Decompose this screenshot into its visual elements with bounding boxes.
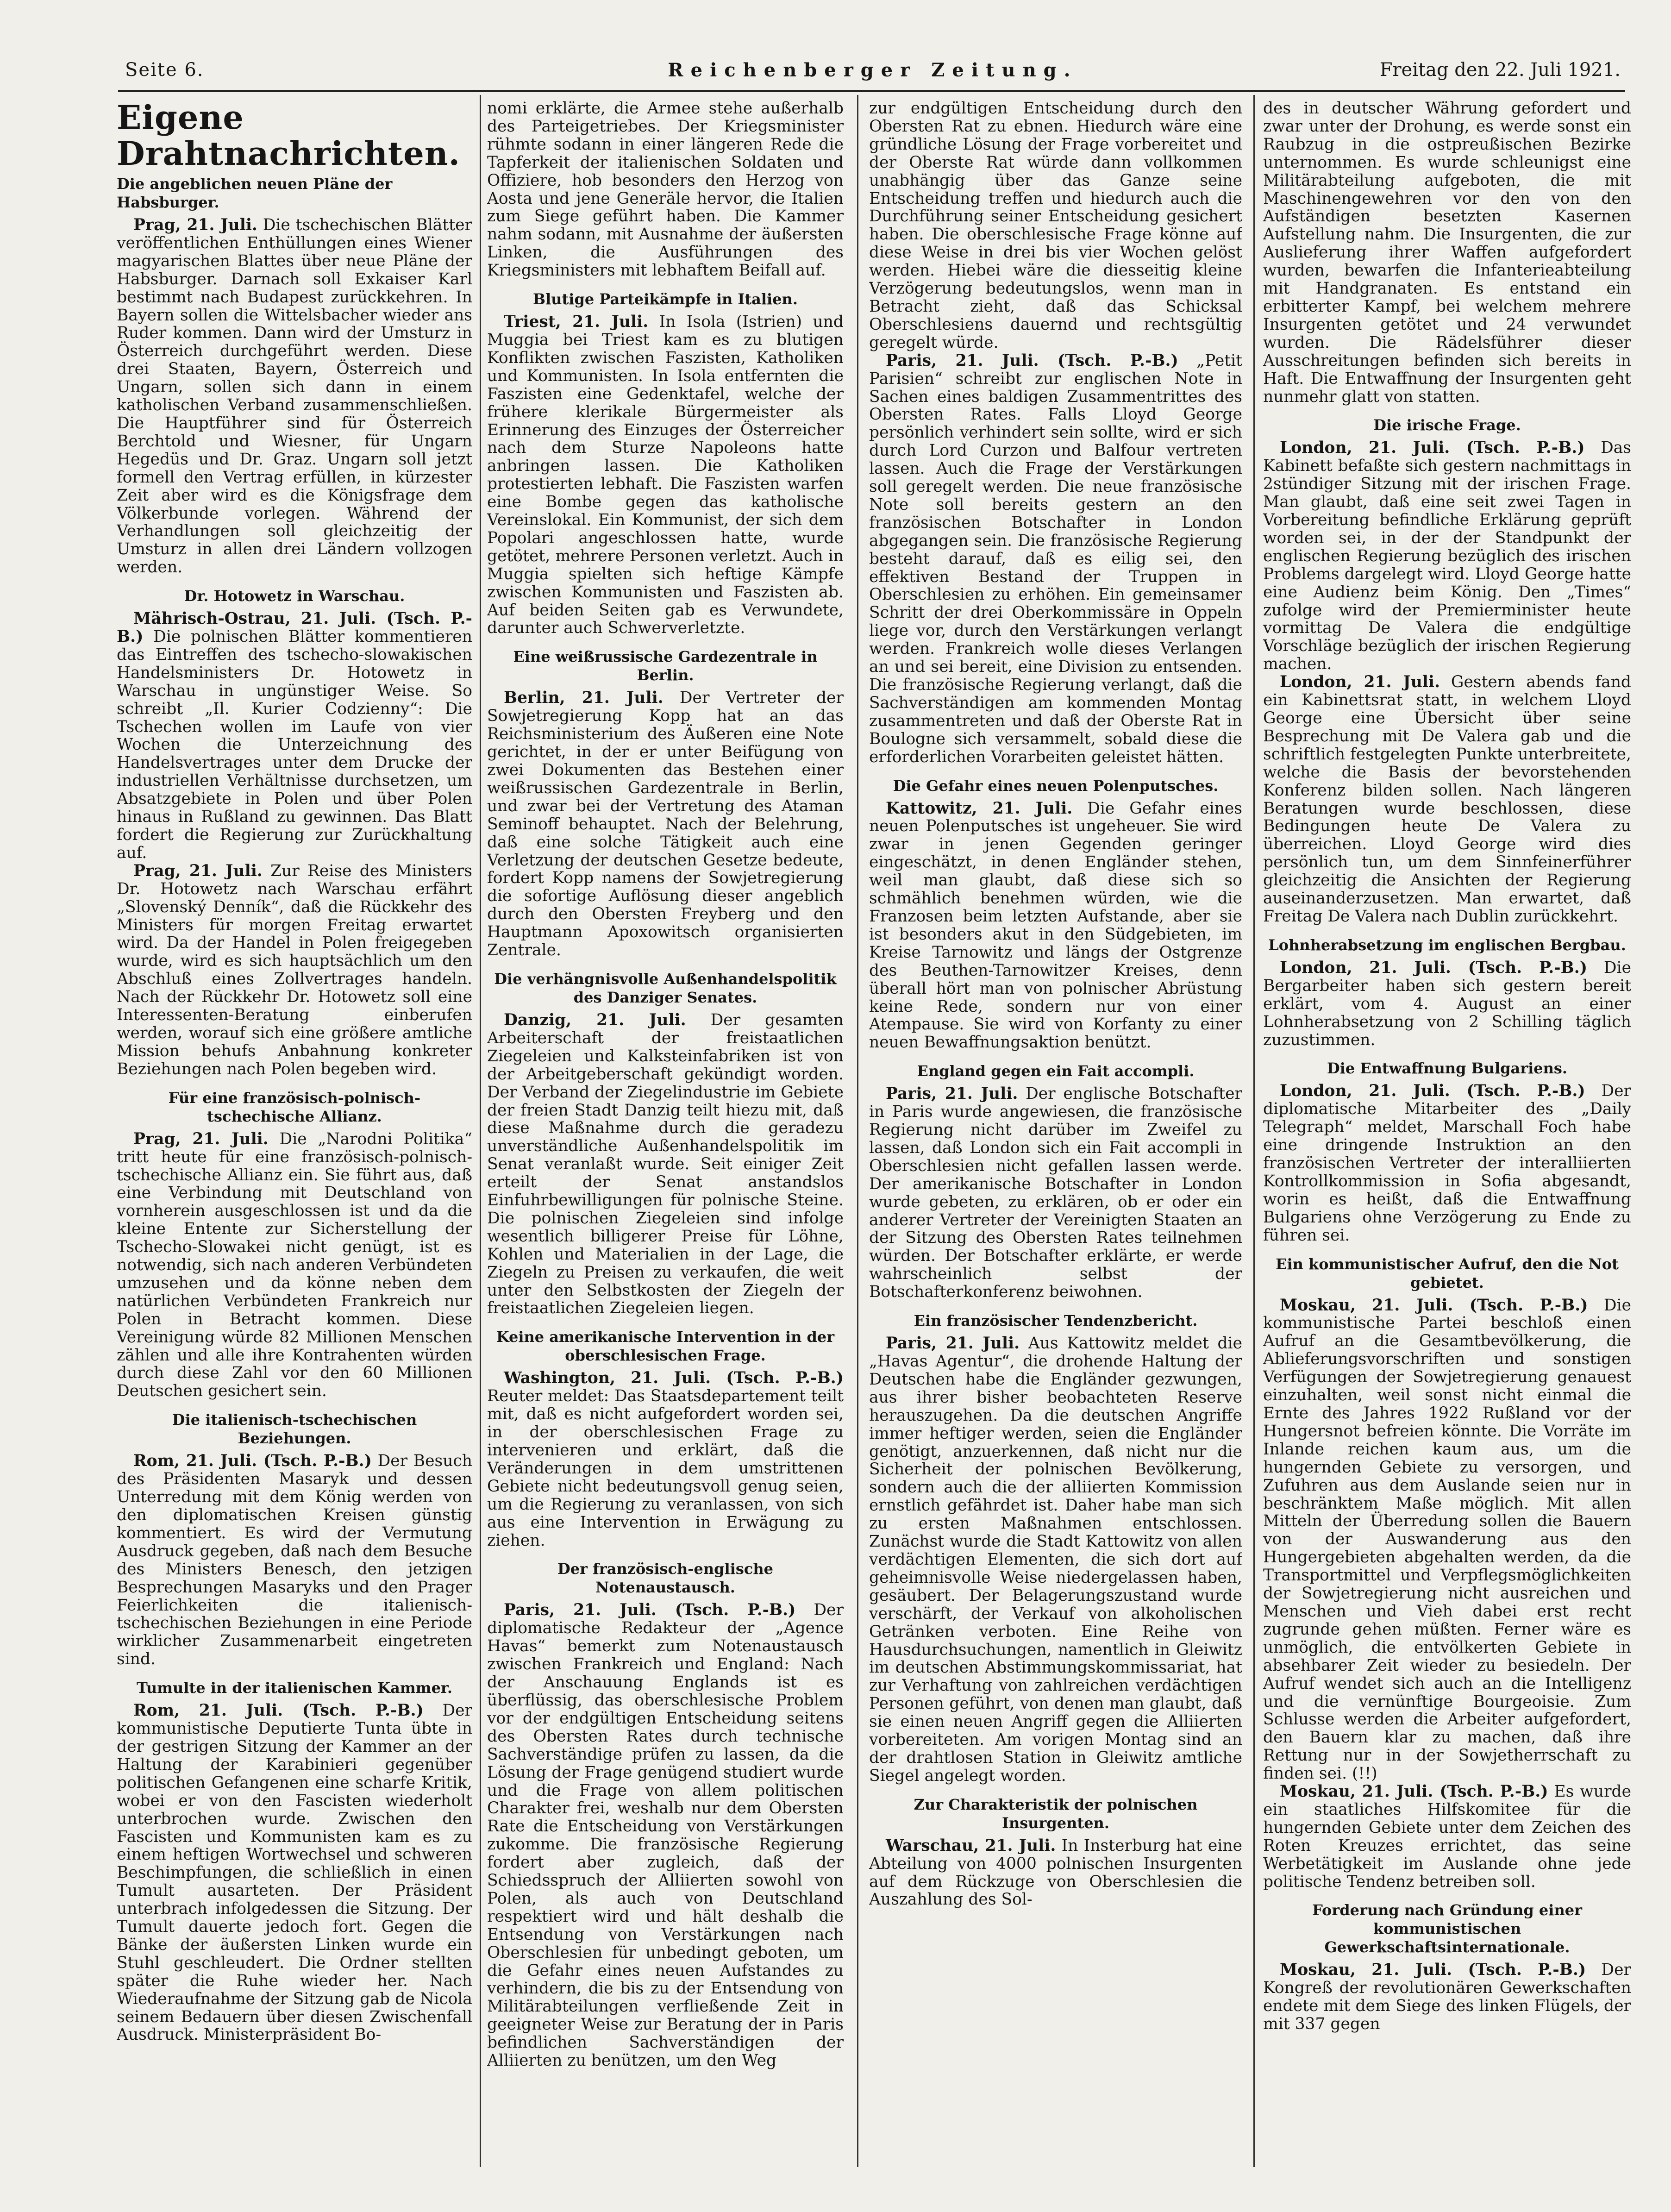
article-paragraph <box>487 1011 844 1317</box>
article-paragraph <box>1263 100 1631 406</box>
article-paragraph <box>117 1702 472 2044</box>
article-paragraph <box>1263 673 1631 926</box>
column-4 <box>1263 100 1631 2174</box>
dateline: Berlin, 21. Juli. <box>504 689 663 708</box>
dateline: Rom, 21. Juli. (Tsch. P.-B.) <box>133 1701 424 1720</box>
dateline: Prag, 21. Juli. <box>133 1129 269 1148</box>
article-paragraph <box>487 313 844 637</box>
article-text: Die Gefahr eines neuen Polenputsches ist ungeheuer. Sie wird zwar in jenen Gegenden geringer eingeschätzt, in denen Engländer stehen, weil man glaubt, daß diese sich so schmählich benehmen würden, wie die Franzosen beim letzten Aufstande, aber sie ist besonders akut in den Südgebieten, im Kreise Tarnowitz und längs der Ostgrenze des Beuthen-Tarnowitzer Kreises, denn überall hört man von polnischer Abrüstung keine Rede, sondern nur von einer Atempause. Sie wird von Korfanty zu einer neuen Bewaffnungsaktion benützt. <box>869 799 1242 1052</box>
article-text: Die Bergarbeiter haben sich gestern bereit erklärt, vom 4. August an einer Lohnherabsetzung von 2 Schilling täglich zuzustimmen. <box>1263 958 1631 1049</box>
article-headline: Dr. Hotowetz in Warschau. <box>184 587 405 605</box>
article-headline: Die Entwaffnung Bulgariens. <box>1327 1059 1568 1078</box>
article-paragraph <box>117 610 472 862</box>
article-text: In Isola (Istrien) und Muggia bei Triest kam es zu blutigen Konflikten zwischen Faszisten, Katholiken und Kommunisten. In Isola entfernten die Faszisten eine Gedenktafel, welche der frühere klerikale Bürgermeister als Erinnerung des Einzuges der Österreicher nach dem Sturze Napoleons hatte anbringen lassen. Die Katholiken protestierten lebhaft. Die Faszisten warfen eine Bombe gegen das katholische Vereinslokal. Ein Kommunist, der sich dem Popolari angeschlossen hatte, wurde getötet, mehrere Personen verletzt. Auch in Muggia spielten sich heftige Kämpfe zwischen Kommunisten und Faszisten ab. Auf beiden Seiten gab es Verwundete, darunter auch Schwerverletzte. <box>487 313 844 638</box>
article-paragraph <box>487 100 844 280</box>
article-paragraph <box>1263 1961 1631 2033</box>
article-paragraph <box>1263 1297 1631 1783</box>
article-paragraph <box>487 689 844 959</box>
article-text: Zur Reise des Ministers Dr. Hotowetz nach Warschau erfährt „Slovenský Denník“, daß die Rückkehr des Ministers für morgen Freitag erwartet wird. Da der Handel in Polen freigegeben wurde, wird es sich hauptsächlich um den Abschluß eines Zollvertrages handeln. Nach der Rückkehr Dr. Hotowetz soll eine Interessenten-Beratung einberufen werden, worauf sich eine größere amtliche Mission behufs Anbahnung konkreter Beziehungen nach Polen begeben wird. <box>117 861 472 1078</box>
article-text: Der gesamten Arbeiterschaft der freistaatlichen Ziegeleien und Kalksteinfabriken ist von der Arbeitgeberschaft gekündigt worden. Der Verband der Ziegelindustrie im Gebiete der freien Stadt Danzig teilt hiezu mit, daß diese Maßnahme durch die geradezu unverständliche Außenhandelspolitik im Senat veranlaßt wurde. Seit einiger Zeit erteilt der Senat anstandslos Einfuhrbewilligungen für polnische Steine. Die polnischen Ziegeleien sind infolge wesentlich billigerer Preise für Löhne, Kohlen und Materialien in der Lage, die Ziegeln zu Preisen zu verkaufen, die weit unter den Selbstkosten der Ziegeln der freistaatlichen Ziegeleien liegen. <box>487 1010 844 1318</box>
header-rule <box>118 90 1625 92</box>
dateline: Moskau, 21. Juli. (Tsch. P.-B.) <box>1280 1961 1586 1980</box>
column-2 <box>487 100 844 2174</box>
article-headline: England gegen ein Fait accompli. <box>917 1062 1195 1080</box>
article-text: des in deutscher Währung gefordert und zwar unter der Drohung, es werde sonst ein Raubzug in die ostpreußischen Bezirke unternommen. Es wurde schleunigst eine Militärabteilung aufgeboten, die mit Maschinengewehren vor den von den Aufständigen besetzten Kasernen Aufstellung nahm. Die Insurgenten, die zur Auslieferung ihrer Waffen aufgefordert wurden, bewarfen die Infanterieabteilung mit Handgranaten. Es entstand ein erbitterter Kampf, bei welchem mehrere Insurgenten getötet und 24 verwundet wurden. Die Rädelsführer dieser Ausschreitungen befinden sich bereits in Haft. Die Entwaffnung der Insurgenten geht nunmehr glatt von statten. <box>1263 100 1631 406</box>
article-text: Aus Kattowitz meldet die „Havas Agentur“, die drohende Haltung der Deutschen habe die Engländer gezwungen, aus ihrer bisher beobachteten Reserve herauszugehen. Da die deutschen Angriffe immer heftiger werden, seien die Engländer genötigt, anzuerkennen, daß nicht nur die Sicherheit der polnischen Bevölkerung, sondern auch die der alliierten Kommission ernstlich gefährdet ist. Daher habe man sich zu ersten Maßnahmen entschlossen. Zunächst wurde die Stadt Kattowitz von allen verdächtigen Elementen, die sich dort auf geheimnisvolle Weise niedergelassen haben, gesäubert. Der Belagerungszustand wurde verschärft, der Verkauf von alkoholischen Getränken verboten. Eine Reihe von Hausdurchsuchungen, namentlich in Gleiwitz im deutschen Abstimmungskommissariat, hat zur Verhaftung von zahlreichen verdächtigen Personen geführt, von denen man glaubt, daß sie einen neuen Angriff gegen die Alliierten vorbereiteten. Am vorigen Montag sind an der drahtlosen Station in Gleiwitz amtliche Siegel angelegt worden. <box>869 1334 1242 1785</box>
article-headline: Forderung nach Gründung einer kommunistischen Gewerkschaftsinternationale. <box>1312 1901 1582 1956</box>
dateline: Kattowitz, 21. Juli. <box>886 799 1073 818</box>
dateline: London, 21. Juli. (Tsch. P.-B.) <box>1280 958 1588 977</box>
article-text: nomi erklärte, die Armee stehe außerhalb des Parteigetriebes. Der Kriegsminister rühmte sodann in einer längeren Rede die Tapferkeit der italienischen Soldaten und Offiziere, hob besonders den Herzog von Aosta und jene Generäle hervor, die Italien zum Siege geführt haben. Die Kammer nahm sodann, mit Ausnahme der äußersten Linken, die Ausführungen des Kriegsministers mit lebhaftem Beifall auf. <box>487 100 844 280</box>
article-headline: Lohnherabsetzung im englischen Bergbau. <box>1268 936 1626 954</box>
dateline: London, 21. Juli. (Tsch. P.-B.) <box>1280 439 1585 457</box>
column-3 <box>869 100 1242 2174</box>
article-paragraph <box>117 1452 472 1668</box>
article-headline: Tumulte in der italienischen Kammer. <box>137 1679 452 1697</box>
article-text: Gestern abends fand ein Kabinettsrat statt, in welchem Lloyd George eine Übersicht über seine Besprechung mit De Valera gab und die schriftlich festgelegten Punkte unterbreitete, welche die Basis der bevorstehenden Konferenz bilden sollen. Nach längeren Beratungen wurde beschlossen, diese Bedingungen heute De Valera zu überreichen. Lloyd George wird dies persönlich tun, um dem Sinnfeinerführer gleichzeitig die Ansichten der Regierung auseinanderzusetzen. Man erwartet, daß Freitag De Valera nach Dublin zurückkehrt. <box>1263 673 1631 926</box>
article-headline: Die angeblichen neuen Pläne der Habsburger. <box>117 175 393 211</box>
article-paragraph <box>1263 959 1631 1049</box>
article-text: Die polnischen Blätter kommentieren das Eintreffen des tschecho-slowakischen Handelsministers Dr. Hotowetz in Warschau in ungünstiger Weise. So schreibt „Il. Kurier Codzienny“: Die Tschechen wollen im Laufe von vier Wochen die Unterzeichnung des Handelsvertrages unter dem Drucke der industriellen Verhältnisse durchsetzen, um Absatzgebiete in Polen und über Polen hinaus in Rußland zu gewinnen. Das Blatt fordert die Regierung zur Zurückhaltung auf. <box>117 627 472 862</box>
dateline: Mährisch-Ostrau, 21. Juli. (Tsch. P.-B.) <box>117 609 472 646</box>
dateline: Rom, 21. Juli. (Tsch. P.-B.) <box>133 1452 372 1471</box>
column-divider <box>480 95 481 2167</box>
article-text: Der Vertreter der Sowjetregierung Kopp hat an das Reichsministerium des Äußeren eine Note gerichtet, in der er unter Beifügung von zwei Dokumenten das Bestehen einer weißrussischen Gardezentrale in Berlin, und zwar bei der Vertretung des Ataman Seminoff behauptet. Nach der Belehrung, daß eine solche Tätigkeit auch eine Verletzung der deutschen Gesetze bedeute, fordert Kopp namens der Sowjetregierung die sofortige Auflösung dieser angeblich durch den Obersten Freyberg und den Hauptmann Apoxowitsch organisierten Zentrale. <box>487 689 844 960</box>
article-text: Die tschechischen Blätter veröffentlichen Enthüllungen eines Wiener magyarischen Blattes über neue Pläne der Habsburger. Darnach soll Exkaiser Karl bestimmt nach Budapest zurückkehren. In Bayern sollen die Wittelsbacher wieder ans Ruder kommen. Dann wird der Umsturz in Österreich durchgeführt werden. Diese drei Staaten, Bayern, Österreich und Ungarn, sollen sich dann in einem katholischen Verband zusammenschließen. Die Hauptführer sind für Österreich Berchtold und Wiesner, für Ungarn Hegedüs und Dr. Graz. Ungarn soll jetzt formell den Vertrag erfüllen, in kürzester Zeit aber wird es die Königsfrage dem Völkerbunde vorlegen. Während der Verhandlungen soll gleichzeitig der Umsturz in allen drei Ländern vollzogen werden. <box>117 216 472 577</box>
article-paragraph <box>869 1085 1242 1301</box>
dateline: Prag, 21. Juli. <box>133 216 257 234</box>
article-text: Reuter meldet: Das Staatsdepartement teilt mit, daß es nicht aufgefordert worden sei, in der oberschlesischen Frage zu intervenieren und erklärt, daß die Veränderungen in dem umstrittenen Gebiete nicht bedeutungsvoll genug seien, um die Regierung zu veranlassen, von sich aus eine Intervention in Erwägung zu ziehen. <box>487 1387 844 1550</box>
dateline: Moskau, 21. Juli. (Tsch. P.-B.) <box>1280 1782 1548 1801</box>
dateline: Paris, 21. Juli. <box>886 1334 1020 1353</box>
section-title: Eigene Drahtnachrichten. <box>117 100 461 173</box>
article-text: zur endgültigen Entscheidung durch den Obersten Rat zu ebnen. Hiedurch wäre eine gründliche Lösung der Frage vorbereitet und der Oberste Rat würde dann vollkommen unabhängig über das Ganze seine Entscheidung treffen und hiedurch auch die Durchführung seiner Entscheidung gesichert haben. Die oberschlesische Frage könne auf diese Weise in drei bis vier Wochen gelöst werden. Hiebei wäre die diesseitig kleine Verzögerung bedeutungslos, wenn man in Betracht zieht, daß das Schicksal Oberschlesiens dauernd und rechtsgültig geregelt würde. <box>869 100 1242 352</box>
article-text: In Insterburg hat eine Abteilung von 4000 polnischen Insurgenten auf dem Rückzuge von Oberschlesien die Auszahlung des Sol- <box>869 1836 1242 1909</box>
article-text: Der diplomatische Mitarbeiter des „Daily Telegraph“ meldet, Marschall Foch habe eine dringende Instruktion an den französischen Vertreter der interalliierten Kontrollkommission in Sofia abgesandt, worin es heißt, daß die Entwaffnung Bulgariens ohne Verzögerung zu Ende zu führen sei. <box>1263 1082 1631 1245</box>
dateline: Danzig, 21. Juli. <box>504 1010 686 1029</box>
dateline: Paris, 21. Juli. (Tsch. P.-B.) <box>504 1601 796 1620</box>
page-number: Seite 6. <box>125 59 204 81</box>
dateline: Moskau, 21. Juli. (Tsch. P.-B.) <box>1280 1296 1588 1315</box>
article-paragraph <box>869 100 1242 352</box>
article-text: Der diplomatische Redakteur der „Agence Havas“ bemerkt zum Notenaustausch zwischen Frankreich und England: Nach der Anschauung Englands ist es überflüssig, das oberschlesische Problem vor der endgültigen Entscheidung seitens des Obersten Rates durch technische Sachverständige prüfen zu lassen, da die Lösung der Frage genügend studiert wurde und die Frage von allem politischen Charakter frei, weshalb nur dem Obersten Rate die Entscheidung von Verstärkungen zukomme. Die französische Regierung fordert aber zugleich, daß der Schiedsspruch der Alliierten sowohl von Polen, als auch von Deutschland respektiert wird und hält deshalb die Entsendung von Verstärkungen nach Oberschlesien für unbedingt geboten, um die Gefahr eines neuen Aufstandes zu verhindern, die bis zu der Entsendung von Militärabteilungen verfließende Zeit in geeigneter Weise zur Beratung der in Paris befindlichen Sachverständigen der Alliierten zu benützen, um den Weg <box>487 1601 844 2070</box>
article-paragraph <box>869 352 1242 766</box>
article-headline: Zur Charakteristik der polnischen Insurgenten. <box>914 1795 1198 1832</box>
article-headline: Eine weißrussische Gardezentrale in Berlin. <box>513 648 818 684</box>
article-paragraph <box>1263 1082 1631 1244</box>
article-paragraph <box>869 1837 1242 1909</box>
article-headline: Der französisch-englische Notenaustausch. <box>557 1560 773 1597</box>
article-text: Der englische Botschafter in Paris wurde angewiesen, die französische Regierung nicht darüber im Zweifel zu lassen, daß London sich ein Fait accompli in Oberschlesien nicht gefallen lassen werde. Der amerikanische Botschafter in London wurde gebeten, zu erklären, ob er oder ein anderer Vertreter der Vereinigten Staaten an der Sitzung des Obersten Rates teilnehmen würden. Der Botschafter erklärte, er werde wahrscheinlich selbst der Botschafterkonferenz beiwohnen. <box>869 1084 1242 1302</box>
article-paragraph <box>487 1601 844 2070</box>
column-divider <box>857 95 858 2167</box>
dateline: Paris, 21. Juli. (Tsch. P.-B.) <box>886 351 1178 370</box>
article-paragraph <box>1263 1783 1631 1891</box>
article-text: Der Kongreß der revolutionären Gewerkschaften endete mit dem Siege des linken Flügels, der mit 337 gegen <box>1263 1961 1631 2034</box>
article-headline: Keine amerikanische Intervention in der oberschlesischen Frage. <box>496 1328 835 1365</box>
article-paragraph <box>117 862 472 1078</box>
article-paragraph <box>117 216 472 576</box>
article-headline: Die irische Frage. <box>1373 416 1521 434</box>
article-headline: Die italienisch-tschechischen Beziehungen. <box>172 1411 417 1448</box>
article-text: Der kommunistische Deputierte Tunta übte in der gestrigen Sitzung der Kammer an der Haltung der Karabinieri gegenüber politischen Gefangenen eine scharfe Kritik, wobei er von den Fascisten wiederholt unterbrochen wurde. Zwischen den Fascisten und Kommunisten kam es zu einem heftigen Wortwechsel und schweren Beschimpfungen, die schließlich in einen Tumult ausarteten. Der Präsident unterbrach infolgedessen die Sitzung. Der Tumult dauerte jedoch fort. Gegen die Bänke der äußersten Linken wurde ein Stuhl geschleudert. Die Ordner stellten später die Ruhe wieder her. Nach Wiederaufnahme der Sitzung gab de Nicola seinem Bedauern über diesen Zwischenfall Ausdruck. Ministerpräsident Bo- <box>117 1701 472 2044</box>
article-paragraph <box>869 1335 1242 1785</box>
article-headline: Ein kommunistischer Aufruf, den die Not gebietet. <box>1276 1255 1619 1291</box>
article-text: Es wurde ein staatliches Hilfskomitee für die hungernden Gebiete unter dem Zeichen des Roten Kreuzes errichtet, das seine Werbetätigkeit im Auslande ohne jede politische Tendenz betreiben soll. <box>1263 1782 1631 1891</box>
dateline: Prag, 21. Juli. <box>133 861 263 880</box>
article-text: Die kommunistische Partei beschloß einen Aufruf an die Gesamtbevölkerung, die Ablieferungsvorschriften und sonstigen Verfügungen der Sowjetregierung genauest einzuhalten, weil sonst nicht einmal die Ernte des Jahres 1922 Rußland vor der Hungersnot befreien könnte. Die Vorräte im Inlande reichen kaum aus, um die hungernden Gebiete zu versorgen, und Zufuhren aus dem Auslande seien nur in beschränktem Maße möglich. Mit allen Mitteln der Überredung sollen die Bauern von der Auswanderung aus den Hungergebieten abgehalten werden, da die Transportmittel und Verpflegsmöglichkeiten der Sowjetregierung nicht ausreichen und Menschen und Vieh dabei erst recht zugrunde gehen müßten. Ferner wäre es unmöglich, die entvölkerten Gebiete in absehbarer Zeit wieder zu besiedeln. Der Aufruf wendet sich auch an die Intelligenz und die vernünftige Bourgeoisie. Zum Schlusse werden die Arbeiter aufgefordert, den Bauern klar zu machen, daß ihre Rettung nur in der Sowjetherrschaft zu finden sei. (!!) <box>1263 1296 1631 1783</box>
newspaper-title: Reichenberger Zeitung. <box>668 59 1078 81</box>
dateline: London, 21. Juli. <box>1280 673 1440 692</box>
article-headline: Ein französischer Tendenzbericht. <box>914 1312 1198 1330</box>
article-text: Das Kabinett befaßte sich gestern nachmittags in 2stündiger Sitzung mit der irischen Frage. Man glaubt, daß eine seit zwei Tagen in Vorbereitung befindliche Erklärung geprüft worden sei, in der der Standpunkt der englischen Regierung bezüglich des irischen Problems dargelegt wird. Lloyd George hatte eine Audienz beim König. Den „Times“ zufolge wird der Premierminister heute vormittag De Valera die endgültige Vorschläge bezüglich der irischen Regierung machen. <box>1263 439 1631 674</box>
article-text: „Petit Parisien“ schreibt zur englischen Note in Sachen eines baldigen Zusammentrittes des Obersten Rates. Falls Lloyd George persönlich verhindert sein sollte, wird er sich durch Lord Curzon und Balfour vertreten lassen. Auch die Frage der Verstärkungen soll geregelt werden. Die neue französische Note soll bereits gestern an den französischen Botschafter in London abgegangen sein. Die französische Regierung besteht darauf, daß es eilig sei, den effektiven Bestand der Truppen in Oberschlesien zu erhöhen. Ein gemeinsamer Schritt der drei Oberkommissäre in Oppeln liege vor, durch den Verstärkungen verlangt werden. Frankreich wolle dieses Verlangen an und sei bereit, eine Division zu entsenden. Die französische Regierung verlangt, daß die Sachverständigen am kommenden Montag zusammentreten und daß der Oberste Rat in Boulogne sich versammelt, sobald diese die erforderlichen Vorarbeiten geleistet hätten. <box>869 351 1242 766</box>
dateline: Triest, 21. Juli. <box>504 313 649 332</box>
article-text: Die „Narodni Politika“ tritt heute für eine französisch-polnisch-tschechische Allianz ein. Sie führt aus, daß eine Verbindung mit Deutschland von vornherein ausgeschlossen ist und da die kleine Entente zur Sicherstellung der Tschecho-Slowakei nicht genügt, ist es notwendig, sich nach anderen Verbündeten umzusehen und da könne neben dem natürlichen Verbündeten Frankreich nur Polen in Betracht kommen. Diese Vereinigung würde 82 Millionen Menschen zählen und alle ihre Kontrahenten würden durch diese Zahl vor den 60 Millionen Deutschen gesichert sein. <box>117 1129 472 1401</box>
article-headline: Die Gefahr eines neuen Polenputsches. <box>893 777 1219 795</box>
article-headline: Die verhängnisvolle Außenhandelspolitik des Danziger Senates. <box>494 970 837 1006</box>
dateline: Washington, 21. Juli. (Tsch. P.-B.) <box>504 1369 844 1388</box>
column-divider <box>1253 95 1255 2167</box>
dateline: Warschau, 21. Juli. <box>886 1836 1056 1855</box>
dateline: Paris, 21. Juli. <box>886 1084 1018 1103</box>
column-1 <box>117 100 472 2174</box>
article-paragraph <box>1263 439 1631 673</box>
article-paragraph <box>487 1369 844 1549</box>
article-paragraph <box>869 800 1242 1052</box>
article-headline: Für eine französisch-polnisch-tschechische Allianz. <box>168 1089 421 1125</box>
article-text: Der Besuch des Präsidenten Masaryk und dessen Unterredung mit dem König werden von den diplomatischen Kreisen günstig kommentiert. Es wird der Vermutung Ausdruck gegeben, daß nach dem Besuche des Ministers Benesch, den jetzigen Besprechungen Masaryks und den Prager Feierlichkeiten die italienisch-tschechischen Beziehungen in eine Periode wirklicher Zusammenarbeit eingetreten sind. <box>117 1452 472 1669</box>
dateline: London, 21. Juli. (Tsch. P.-B.) <box>1280 1082 1585 1101</box>
issue-date: Freitag den 22. Juli 1921. <box>1379 59 1621 81</box>
article-paragraph <box>117 1130 472 1401</box>
article-headline: Blutige Parteikämpfe in Italien. <box>533 290 798 308</box>
